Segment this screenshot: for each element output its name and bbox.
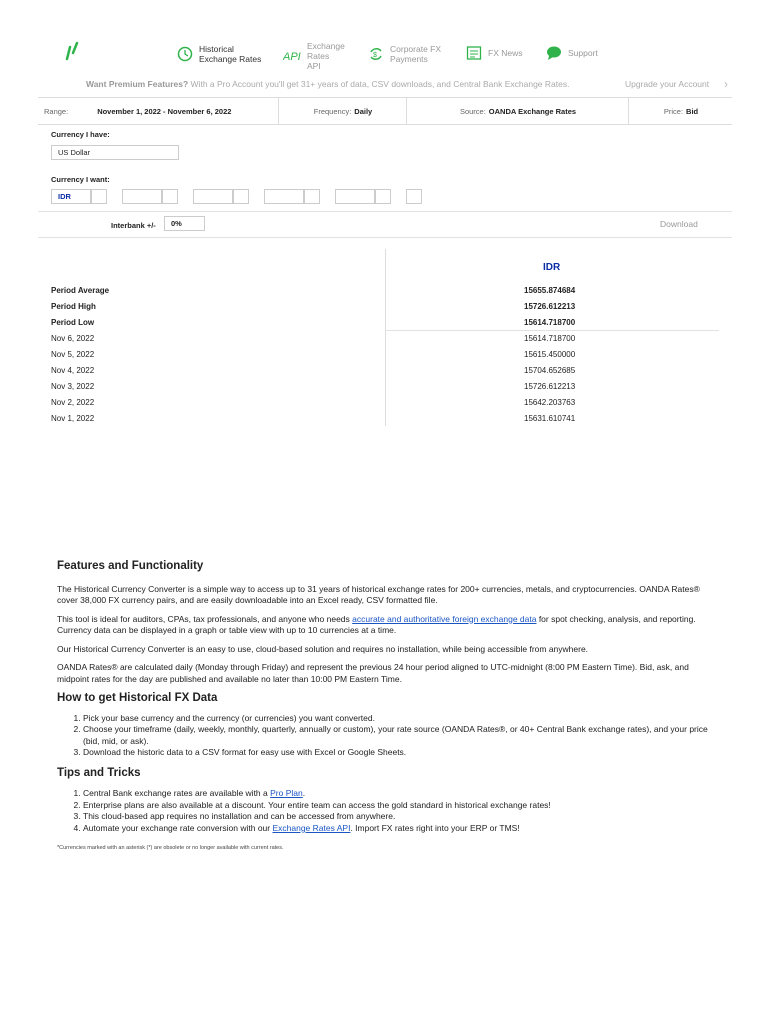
currency-want-input-4[interactable]	[264, 189, 304, 204]
svg-text:API: API	[283, 51, 301, 63]
add-currency-button[interactable]	[406, 189, 422, 204]
list-item: 3. Download the historic data to a CSV format for easy use with Excel or Google Sheets.	[83, 747, 717, 759]
summary-value: 15726.612213	[524, 302, 576, 311]
source-filter[interactable]	[406, 98, 629, 124]
svg-text:$: $	[373, 52, 377, 59]
summary-value: 15614.718700	[524, 318, 576, 327]
payments-icon	[368, 46, 384, 62]
interbank-label: Interbank +/-	[111, 221, 156, 230]
range-value: November 1, 2022 - November 6, 2022	[97, 106, 232, 116]
summary-name: Period Average	[51, 286, 110, 295]
chevron-right-icon[interactable]: ›	[724, 77, 728, 91]
footnote: *Currencies marked with an asterisk (*) are obsolete or no longer available with current rates.	[57, 845, 284, 851]
howto-title: How to get Historical FX Data	[57, 692, 218, 704]
currency-have-input[interactable]: US Dollar	[51, 145, 179, 160]
row-date: Nov 6, 2022	[51, 334, 95, 343]
range-key: Range:	[44, 106, 69, 116]
row-value: 15704.652685	[524, 366, 576, 375]
nav-exchange-rates-api[interactable]	[283, 41, 345, 71]
news-icon	[466, 45, 482, 61]
row-value: 15631.610741	[524, 414, 576, 423]
list-item: 2. Choose your timeframe (daily, weekly, monthly, quarterly, annually or custom), your rate source (OANDA Rates®, or 40+ Central Bank exchange rates), and your price (bid, mid, or ask).	[83, 724, 717, 747]
summary-value: 15655.874684	[524, 286, 576, 295]
currency-want-label: Currency I want:	[51, 175, 110, 184]
currency-want-input-3[interactable]	[193, 189, 233, 204]
table-divider	[385, 249, 386, 426]
list-item	[83, 823, 717, 835]
nav-label: FX News	[488, 48, 523, 58]
nav-support[interactable]	[546, 45, 598, 61]
pro-plan-link[interactable]: Pro Plan	[270, 788, 303, 798]
features-paragraph: The Historical Currency Converter is a simple way to access up to 31 years of historical exchange rates for 200+ currencies, metals, and cryptocurrencies. OANDA Rates® cover 38,000 FX currency pairs, and are easily downloadable into an Excel ready, CSV formatted file.	[57, 583, 700, 605]
divider	[38, 237, 732, 238]
frequency-value: Daily	[354, 106, 373, 116]
features-section	[57, 561, 717, 855]
row-date: Nov 2, 2022	[51, 398, 95, 407]
currency-want-input-5[interactable]	[335, 189, 375, 204]
nav-corporate-fx-payments[interactable]	[368, 44, 441, 64]
summary-name: Period Low	[51, 318, 95, 327]
text: This tool is ideal for auditors, CPAs, tax professionals, and anyone who needs	[57, 613, 353, 624]
nav-fx-news[interactable]	[466, 45, 522, 61]
text: .	[302, 788, 306, 798]
accurate-data-link[interactable]: accurate and authoritative foreign exchange data	[352, 613, 537, 624]
row-date: Nov 3, 2022	[51, 382, 95, 391]
nav-label: Historical Exchange Rates	[199, 44, 262, 64]
row-date: Nov 5, 2022	[51, 350, 95, 359]
nav-label: Exchange Rates API	[307, 41, 345, 71]
nav-historical-exchange-rates[interactable]	[177, 44, 261, 64]
filter-bar	[38, 97, 732, 125]
row-value: 15642.203763	[524, 398, 576, 407]
text: Automate your exchange rate conversion with our	[83, 822, 273, 833]
source-value: OANDA Exchange Rates	[488, 106, 577, 116]
row-date: Nov 1, 2022	[51, 414, 95, 423]
features-paragraph: OANDA Rates® are calculated daily (Monday through Friday) and represent the previous 24 hour period aligned to UTC-midnight (8:00 PM Eastern Time). Bid, ask, and midpoint rates for the day are published and available no later than 10:00 PM Eastern Time.	[57, 662, 689, 684]
exchange-rates-api-link[interactable]: Exchange Rates API	[272, 822, 351, 833]
howto-list	[57, 713, 717, 759]
nav-label: Corporate FX Payments	[390, 44, 442, 64]
price-value: Bid	[686, 106, 699, 116]
features-paragraph	[57, 614, 717, 637]
row-value: 15614.718700	[524, 334, 576, 343]
row-value: 15726.612213	[524, 382, 576, 391]
list-item: 3. This cloud-based app requires no installation and can be accessed from anywhere.	[83, 811, 717, 823]
premium-title: Want Premium Features?	[86, 79, 189, 89]
text: for spot checking, analysis, and reporting. Currency data can be displayed in a graph or table view with up to 10 currencies at a time.	[57, 613, 696, 635]
oanda-logo[interactable]	[64, 41, 82, 61]
price-key: Price:	[663, 106, 684, 116]
features-paragraph: Our Historical Currency Converter is an easy to use, cloud-based solution and requires no installation, while being accessible from anywhere.	[57, 643, 589, 654]
divider	[385, 330, 719, 331]
source-key: Source:	[459, 106, 486, 116]
upgrade-link[interactable]: Upgrade your Account	[625, 79, 710, 89]
api-icon	[283, 49, 301, 63]
currency-have-label: Currency I have:	[51, 130, 110, 139]
nav-label: Support	[568, 48, 598, 58]
currency-want-remove-5[interactable]	[375, 189, 391, 204]
text: . Import FX rates right into your ERP or TMS!	[350, 822, 520, 833]
features-title: Features and Functionality	[57, 560, 204, 572]
tips-list	[57, 788, 717, 834]
tips-title: Tips and Tricks	[57, 766, 141, 779]
text: Central Bank exchange rates are available with a	[83, 788, 271, 798]
price-filter[interactable]	[628, 98, 733, 124]
divider	[38, 211, 732, 212]
list-item: 1. Pick your base currency and the currency (or currencies) you want converted.	[83, 713, 717, 725]
list-item: 2. Enterprise plans are also available at a discount. Your entire team can access the gold standard in historical exchange rates!	[83, 800, 717, 812]
clock-icon	[177, 46, 193, 62]
summary-name: Period High	[51, 302, 96, 311]
row-value: 15615.450000	[524, 350, 576, 359]
currency-want-remove-1[interactable]	[91, 189, 107, 204]
premium-banner	[86, 79, 569, 89]
premium-text: With a Pro Account you'll get 31+ years of data, CSV downloads, and Central Bank Exchange Rates.	[188, 79, 570, 89]
chat-icon	[546, 45, 562, 61]
list-item	[83, 788, 717, 800]
table-column-header: IDR	[543, 262, 561, 273]
frequency-filter[interactable]	[278, 98, 407, 124]
currency-want-remove-2[interactable]	[162, 189, 178, 204]
range-filter[interactable]	[38, 98, 284, 124]
download-button[interactable]: Download	[660, 219, 698, 229]
currency-want-input-2[interactable]	[122, 189, 162, 204]
interbank-input[interactable]: 0%	[164, 216, 205, 231]
frequency-key: Frequency:	[313, 106, 352, 116]
currency-want-input-1[interactable]: IDR	[51, 189, 91, 204]
currency-want-remove-4[interactable]	[304, 189, 320, 204]
currency-want-remove-3[interactable]	[233, 189, 249, 204]
row-date: Nov 4, 2022	[51, 366, 95, 375]
